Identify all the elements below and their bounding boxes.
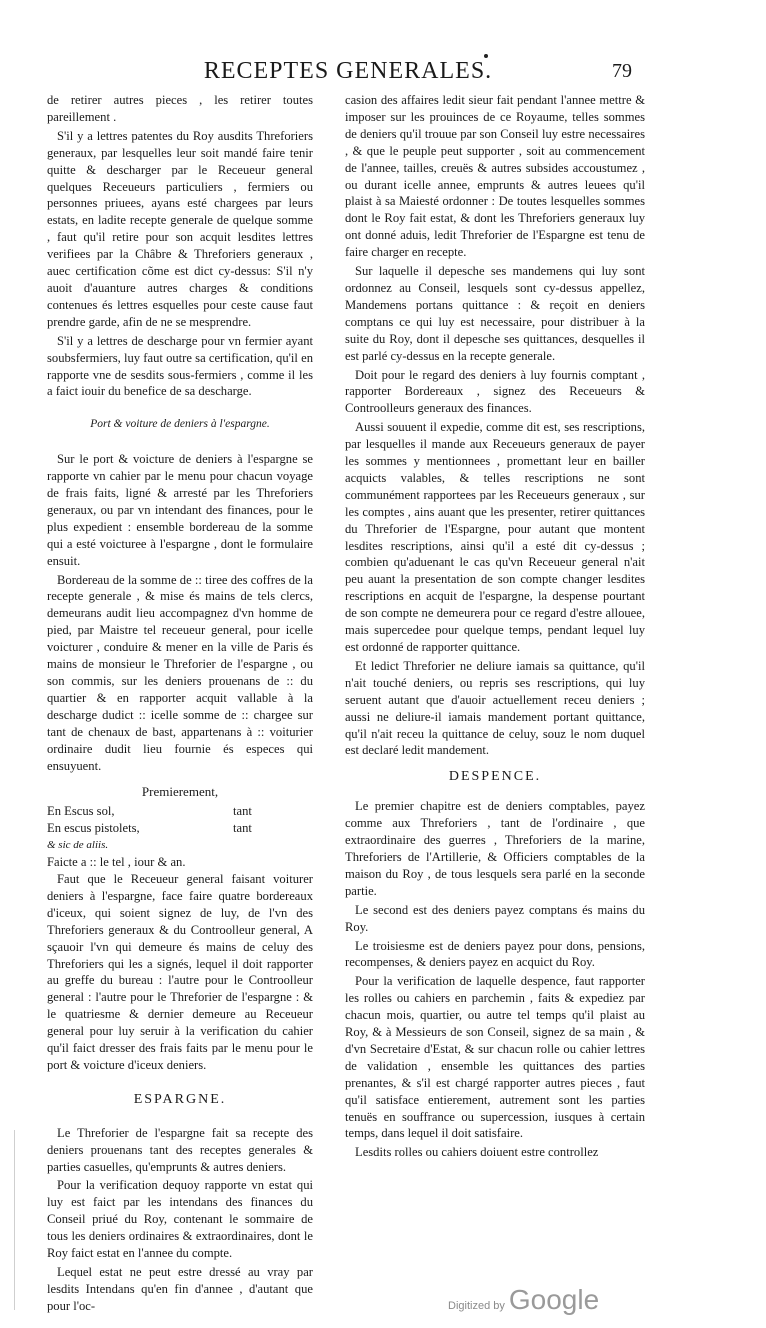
paragraph: Le troisiesme est de deniers payez pour dons, pensions, recompenses, & deniers payez en acquict du Roy.: [345, 938, 645, 970]
item-label: En Escus sol,: [47, 804, 115, 819]
item-label: En escus pistolets,: [47, 821, 140, 836]
paragraph: Le premier chapitre est de deniers comptables, payez comme aux Threforiers , tant de l'ordinaire , que extraordinaire des guerres , Threforiers de la marine, Threforiers de l'Artillerie, & Officiers comptables de la maison du Roy , de tous lesquels sera parlé en la seconde partie.: [345, 799, 645, 898]
page-number: 79: [612, 60, 632, 82]
item-amount: tant: [233, 804, 252, 819]
paragraph: Lequel estat ne peut estre dressé au vray par lesdits Intendans qu'en fin d'annee , d'autant que pour l'oc-: [47, 1265, 313, 1313]
list-item: [47, 803, 313, 820]
date-line: Faicte a :: le tel , iour & an.: [47, 855, 186, 870]
paragraph: S'il y a lettres de descharge pour vn fermier ayant soubsfermiers, luy faut outre sa certification, qu'il en rapporte vne de sesdits sous-fermiers , comme il les a faict iouir du benefice de sa descharge.: [47, 333, 313, 399]
section-subheading: Port & voiture de deniers à l'espargne.: [90, 418, 270, 431]
paragraph: casion des affaires ledit sieur fait pendant l'annee mettre & imposer sur les prouinces de ce Royaume, telles sommes de deniers qu'il trouue par son Conseil luy estre necessaires , & que le peuple peut supporter , soit au commencement de l'annee, tailles, creuës & autres subsides accoustumez , ou durant icelle annee, emprunts & autres leuees qu'il plaist à sa Maiesté ordonner : De toutes lesquelles sommes dont le Roy fait estat, & dont les Threforiers generaux luy ont donné aduis, ledit Threforier de l'Espargne est tenu de faire charger en recepte.: [345, 93, 645, 260]
paragraph: Le Threforier de l'espargne fait sa recepte des deniers prouenans tant des receptes generales & parties casuelles, qu'emprunts & autres deniers.: [47, 1125, 313, 1174]
list-item: [47, 820, 313, 837]
paragraph: de retirer autres pieces , les retirer toutes pareillement .: [47, 93, 313, 124]
paragraph: Faut que le Receueur general faisant voiturer deniers à l'espargne, face faire quatre bordereaux d'iceux, qui soient signez de luy, de l'vn des Threforiers generaux & du Controolleur general, A sçauoir l'vn qui demeure és mains de celuy des Threforiers qui les a signés, lequel il doit rapporter au greffe du bureau : l'autre pour le Controolleur general : l'autre pour le Threforier de l'espargne : & le quatriesme & dernier demeure au Receueur general pour luy seruir à la verification du cahier qu'il faict dresser des frais faits par le menu pour le port & voicture d'iceux deniers.: [47, 871, 313, 1072]
item-amount: tant: [233, 821, 252, 836]
espargne-heading: ESPARGNE.: [133, 1091, 227, 1107]
digitized-watermark: [448, 1284, 599, 1316]
running-title: RECEPTES GENERALES.: [203, 58, 493, 84]
digitized-by-label: Digitized by: [448, 1300, 505, 1312]
right-column: [345, 92, 645, 1163]
paragraph: Doit pour le regard des deniers à luy fournis comptant , rapporter Bordereaux , signez des Receueurs & Controolleurs generaux des finances.: [345, 367, 645, 416]
paragraph: Le second est des deniers payez comptans és mains du Roy.: [345, 902, 645, 934]
paragraph: Lesdits rolles ou cahiers doiuent estre controllez: [355, 1145, 599, 1160]
etc-note: & sic de aliis.: [47, 839, 109, 852]
premierement-heading: Premierement,: [141, 784, 219, 800]
paragraph: Pour la verification de laquelle despence, faut rapporter les rolles ou cahiers en parchemin , faits & expediez par chacun mois, quartier, ou autre tel temps qu'il plaist au Roy, & à Messieurs de son Conseil, signez de sa main , & d'vn Secretaire d'Estat, & sur chacun rolle ou cahier lettres de validation , ensemble les quittances des parties prenantes, & s'il est chargé rapporter autres pieces , faut qu'il satisface entierement, autrement sont les parties tenuës en souffrance ou supercession, iusques à certain temps, dans lequel il doit satisfaire.: [345, 974, 645, 1141]
paragraph: Sur le port & voicture de deniers à l'espargne se rapporte vn cahier par le menu pour chacun voyage de frais faits, ligné & arresté par les Threforiers generaux, ou par vn intendant des finances, pour le plus expedient : ensemble bordereau de la somme qui a esté voicturee à l'espargne , dont le formulaire ensuit.: [47, 452, 313, 568]
paragraph: Sur laquelle il depesche ses mandemens qui luy sont ordonnez au Conseil, lesquels sont cy-dessus appellez, Mandemens portans quittance : & reçoit en deniers comptans ce qui luy est necessaire, pour distribuer à la suite du Roy, dont il depesche ses quittances, desquelles il est parlé cy-dessus en la recepte generale.: [345, 264, 645, 363]
ink-speck: [484, 54, 488, 58]
paragraph: Et ledict Threforier ne deliure iamais sa quittance, qu'il n'ait touché deniers, ou repris ses rescriptions, qui luy seruent autant que d'auoir actuellement receu deniers ; aussi ne deliure-il iamais mandement portant quittance, qu'il n'ait receu la quittance de celuy, souz le nom duquel est declaré ledit mandement.: [345, 658, 645, 758]
paragraph: Bordereau de la somme de :: tiree des coffres de la recepte generale , & mise és mains de tels clercs, demeurans audit lieu accompagnez d'vn homme de pied, par Maistre tel receueur general, pour icelle voicturer , conduire & mener en la ville de Paris és mains de monsieur le Threforier de l'espargne , ou son commis, sur les deniers prouenans de :: du quartier & en rapporter acquit vallable à la descharge dudict :: icelle somme de :: chargee sur tant de chenaux de bast, appartenans à :: voiturier ordinaire dudit lieu fournie és especes qui ensuyuent.: [47, 572, 313, 773]
paragraph: Aussi souuent il expedie, comme dit est, ses rescriptions, par lesquelles il mande aux Receueurs generaux de payer les sommes y mentionnees , promettant leur en bailler acquicts valables, & telles rescriptions ne sont communément rapportees par les Receueurs generaux , sur les comptes , ains auant que les presenter, retirer quittances du Threforier de l'Espargne, pour autant que montent lesdites rescriptions, ainsi qu'il a esté dit cy-dessus ; combien qu'aduenant le cas qu'vn Receueur general n'ait peu auant la presentation de son compte changer lesdites rescriptions en acquit de l'espargne, la despense pourtant de son compte ne demeurera pour ce regard d'estre allouee, mais supercedee pour quelque temps, pendant lequel luy est ordonné de rapporter quittance.: [345, 420, 645, 654]
despence-heading: DESPENCE.: [448, 769, 542, 785]
page-edge-line: [14, 1130, 15, 1310]
paragraph: S'il y a lettres patentes du Roy ausdits Threforiers generaux, par lesquelles leur soit mandé faire tenir quitte & descharger par le Receueur general quelques Receueurs particuliers , fermiers ou personnes priuees, ayans esté chargees par leurs estats, en ladite recepte generale de quelque somme , faut qu'il retire pour son acquit lesdites lettres verifiees par la Châbre & Threforiers generaux , auec certification cõme est dict cy-dessus: S'il n'y auoit d'auanture autres charges & conditions contenues és lettres esquelles pour ceste cause faut prendre garde, afin de ne se mesprendre.: [47, 128, 313, 329]
paragraph: Pour la verification dequoy rapporte vn estat qui luy est faict par les intendans des finances du Conseil priué du Roy, contenant le sommaire de tous les deniers ordinaires & extraordinaires, dont le Roy faict estat en l'annee du compte.: [47, 1178, 313, 1261]
left-column: [47, 92, 313, 1317]
google-logo: Google: [508, 1284, 600, 1315]
